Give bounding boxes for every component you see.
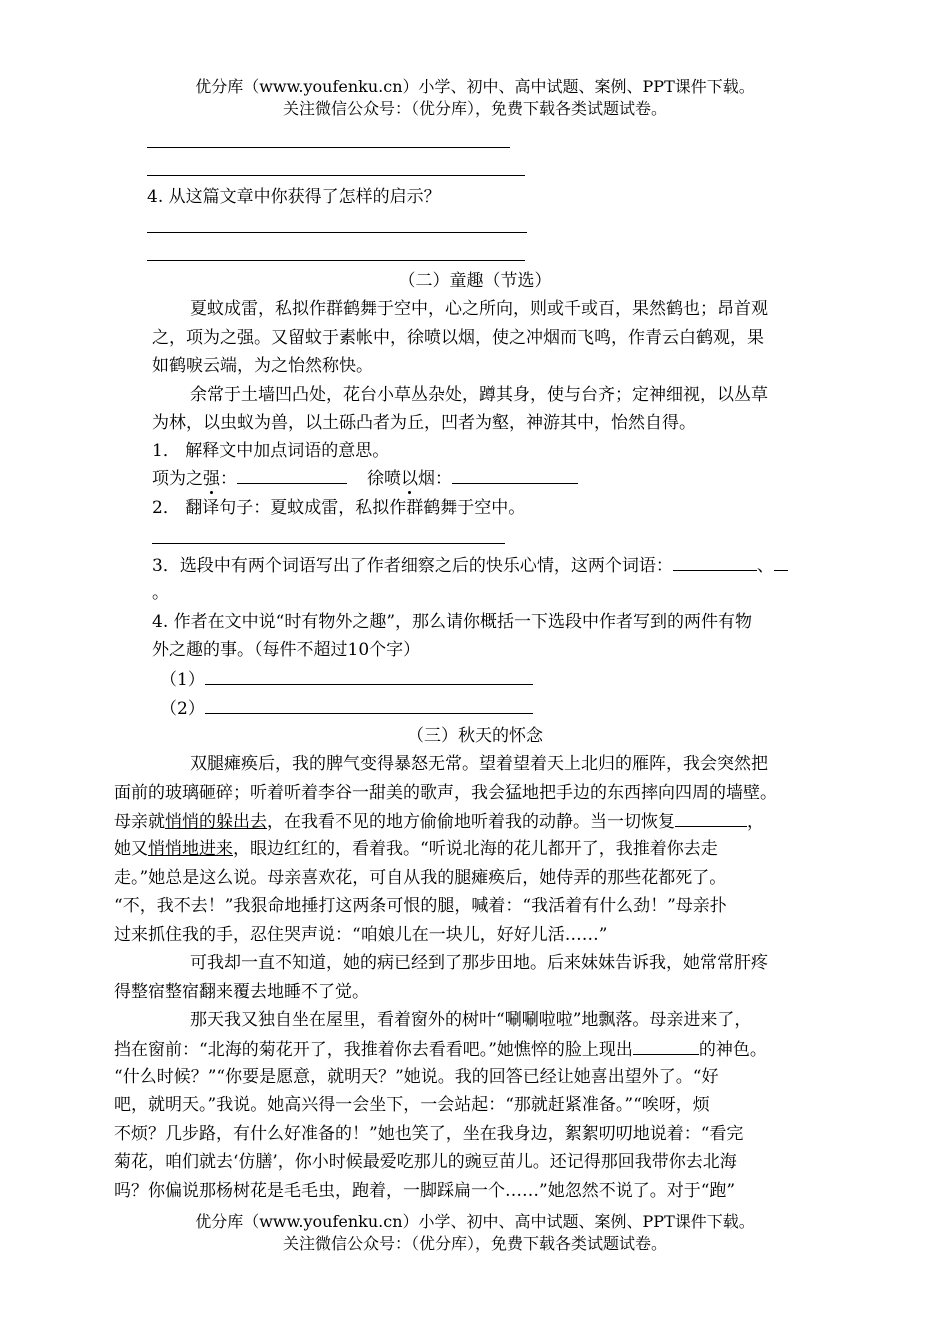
- paragraph-line: 之，项为之强。又留蚊于素帐中，徐喷以烟，使之冲烟而飞鸣，作青云白鹤观，果: [152, 328, 764, 348]
- answer-blank[interactable]: [673, 552, 757, 571]
- answer-blank[interactable]: [205, 695, 533, 714]
- answer-blank[interactable]: [237, 465, 347, 484]
- paragraph-line: 得整宿整宿翻来覆去地睡不了觉。: [114, 982, 369, 1002]
- paragraph-line: 如鹤唳云端，为之怡然称快。: [152, 356, 373, 376]
- question-1-items: [152, 465, 578, 492]
- underlined-phrase: 悄悄的躲出去: [165, 812, 267, 832]
- paragraph-line: 余常于土墙凹凸处，花台小草丛杂处，蹲其身，使与台齐；定神细视，以丛草: [190, 385, 768, 405]
- paragraph-line: 挡在窗前：“北海的菊花开了，我推着你去看看吧。”她憔悴的脸上现出 的神色。: [114, 1036, 767, 1063]
- question-3: 3．选段中有两个词语写出了作者细察之后的快乐心情，这两个词语： 、: [152, 552, 788, 579]
- term-label: 项为之强：: [152, 469, 237, 489]
- paragraph-line: “不，我不去！”我狠命地捶打这两条可恨的腿，喊着：“我活着有什么劲！”母亲扑: [114, 896, 727, 916]
- paragraph-line: 菊花，咱们就去‘仿膳’，你小时候最爱吃那儿的豌豆苗儿。还记得那回我带你去北海: [114, 1152, 737, 1172]
- answer-item-1: （1）: [160, 666, 533, 693]
- paragraph-line: 面前的玻璃砸碎；听着听着李谷一甜美的歌声，我会猛地把手边的东西摔向四周的墙壁。: [114, 783, 777, 803]
- answer-line[interactable]: [147, 147, 510, 148]
- punctuation: 。: [152, 583, 169, 603]
- answer-line[interactable]: [152, 543, 505, 544]
- question-1: 1． 解释文中加点词语的意思。: [152, 441, 390, 461]
- paragraph-line: 夏蚊成雷，私拟作群鹤舞于空中，心之所向，则或千或百，果然鹤也；昂首观: [190, 299, 768, 319]
- footer-line-2: 关注微信公众号：（优分库），免费下载各类试题试卷。: [282, 1234, 667, 1253]
- header-line-1: 优分库（www.youfenku.cn）小学、初中、高中试题、案例、PPT课件下载。: [195, 77, 755, 96]
- term-label: 徐喷以烟：: [367, 469, 452, 489]
- paragraph-line: 过来抓住我的手，忍住哭声说：“咱娘儿在一块儿，好好儿活……”: [114, 925, 608, 945]
- answer-line[interactable]: [147, 175, 525, 176]
- paragraph-line: 吗？你偏说那杨树花是毛毛虫，跑着，一脚踩扁一个……”她忽然不说了。对于“跑”: [114, 1181, 736, 1201]
- section-title: （二）童趣（节选）: [398, 271, 552, 291]
- paragraph-line: 母亲就悄悄的躲出去，在我看不见的地方偷偷地听着我的动静。当一切恢复 ，: [114, 808, 764, 835]
- question-4-line: 4. 作者在文中说“时有物外之趣”，那么请你概括一下选段中作者写到的两件有物: [152, 612, 753, 632]
- question-4-line: 外之趣的事。（每件不超过10个字）: [152, 640, 421, 660]
- paragraph-line: 不烦？几步路，有什么好准备的！”她也笑了，坐在我身边，絮絮叨叨地说着：“看完: [114, 1124, 744, 1144]
- paragraph-line: “什么时候？”“你要是愿意，就明天？”她说。我的回答已经让她喜出望外了。“好: [114, 1067, 719, 1087]
- answer-item-2: （2）: [160, 695, 533, 722]
- paragraph-line: 那天我又独自坐在屋里，看着窗外的树叶“唰唰啦啦”地飘落。母亲进来了，: [190, 1010, 752, 1030]
- answer-blank[interactable]: [774, 552, 788, 571]
- footer-line-1: 优分库（www.youfenku.cn）小学、初中、高中试题、案例、PPT课件下载。: [195, 1212, 755, 1231]
- paragraph-line: 为林，以虫蚁为兽，以土砾凸者为丘，凹者为壑，神游其中，怡然自得。: [152, 413, 696, 433]
- answer-blank[interactable]: [452, 465, 578, 484]
- paragraph-line: 走。”她总是这么说。母亲喜欢花，可自从我的腿瘫痪后，她侍弄的那些花都死了。: [114, 868, 727, 888]
- answer-blank[interactable]: [675, 808, 747, 827]
- paragraph-line: 可我却一直不知道，她的病已经到了那步田地。后来妹妹告诉我，她常常肝疼: [190, 953, 768, 973]
- section-title: （三）秋天的怀念: [407, 726, 543, 746]
- paragraph-line: 她又悄悄地进来，眼边红红的，看着我。“听说北海的花儿都开了，我推着你去走: [114, 839, 718, 859]
- answer-blank[interactable]: [633, 1036, 699, 1055]
- question-2: 2． 翻译句子：夏蚊成雷，私拟作群鹤舞于空中。: [152, 498, 526, 518]
- answer-blank[interactable]: [205, 666, 533, 685]
- header-line-2: 关注微信公众号：（优分库），免费下载各类试题试卷。: [282, 99, 667, 118]
- paragraph-line: 吧，就明天。”我说。她高兴得一会坐下，一会站起：“那就赶紧准备。”“唉呀，烦: [114, 1095, 710, 1115]
- answer-line[interactable]: [147, 260, 525, 261]
- underlined-phrase: 悄悄地进来: [148, 839, 233, 859]
- answer-line[interactable]: [147, 232, 527, 233]
- question-4: 4. 从这篇文章中你获得了怎样的启示？: [147, 187, 441, 207]
- paragraph-line: 双腿瘫痪后，我的脾气变得暴怒无常。望着望着天上北归的雁阵，我会突然把: [190, 754, 768, 774]
